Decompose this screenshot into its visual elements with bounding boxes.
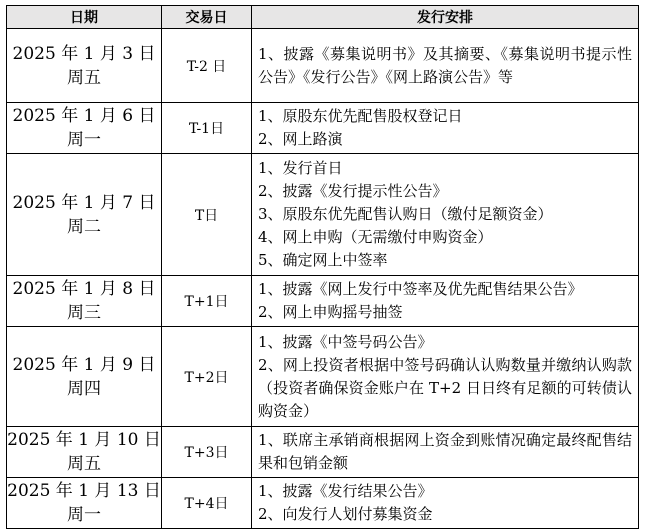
header-date: 日期	[7, 6, 162, 29]
table-row	[7, 276, 639, 327]
date-text: 2025 年 1 月 10 日	[7, 430, 161, 450]
schedule-item: 2、网上投资者根据中签号码确认认购数量并缴纳认购款（投资者确保资金账户在 T+2 日日终有足额的可转债认购资金）	[258, 355, 632, 420]
date-text: 2025 年 1 月 9 日	[12, 354, 156, 375]
date-cell	[7, 276, 162, 327]
schedule-item: 4、网上申购（无需缴付申购资金）	[258, 228, 493, 246]
date-cell	[7, 478, 162, 529]
date-text: 2025 年 1 月 3 日	[12, 43, 156, 64]
schedule-cell	[252, 103, 639, 154]
schedule-item: 2、向发行人划付募集资金	[258, 505, 433, 523]
date-text: 2025 年 1 月 13 日	[7, 481, 161, 501]
schedule-item: 1、披露《网上发行中签率及优先配售结果公告》	[258, 280, 583, 298]
date-cell	[7, 103, 162, 154]
weekday-text: 周五	[67, 454, 101, 474]
trading-day-cell: T+3日	[162, 427, 252, 478]
header-trading-day: 交易日	[162, 6, 252, 29]
table-row	[7, 478, 639, 529]
table-row	[7, 29, 639, 103]
trading-day-cell: T-2 日	[162, 29, 252, 103]
schedule-item: 3、原股东优先配售认购日（缴付足额资金）	[258, 205, 553, 223]
schedule-item: 2、网上申购摇号抽签	[258, 303, 403, 321]
date-cell	[7, 427, 162, 478]
schedule-item: 2、网上路演	[258, 130, 343, 148]
schedule-item: 2、披露《发行提示性公告》	[258, 182, 448, 200]
trading-day-cell: T日	[162, 154, 252, 276]
table-row	[7, 427, 639, 478]
schedule-item: 1、披露《中签号码公告》	[258, 332, 433, 351]
table-row	[7, 154, 639, 276]
schedule-cell	[252, 478, 639, 529]
schedule-cell	[252, 154, 639, 276]
weekday-text: 周一	[67, 505, 101, 525]
date-cell	[7, 29, 162, 103]
schedule-item: 1、联席主承销商根据网上资金到账情况确定最终配售结果和包销金额	[258, 431, 632, 472]
weekday-text: 周五	[67, 67, 101, 88]
date-text: 2025 年 1 月 7 日	[12, 192, 156, 213]
trading-day-cell: T+4日	[162, 478, 252, 529]
schedule-cell	[252, 327, 639, 427]
schedule-item: 5、确定网上中签率	[258, 251, 388, 269]
schedule-cell	[252, 427, 639, 478]
schedule-cell	[252, 276, 639, 327]
issuance-schedule-table	[6, 5, 639, 529]
date-text: 2025 年 1 月 8 日	[12, 279, 156, 299]
weekday-text: 周二	[67, 216, 101, 237]
date-cell	[7, 327, 162, 427]
table-row	[7, 103, 639, 154]
trading-day-cell: T-1日	[162, 103, 252, 154]
date-cell	[7, 154, 162, 276]
weekday-text: 周四	[67, 378, 101, 399]
trading-day-cell: T+1日	[162, 276, 252, 327]
weekday-text: 周一	[67, 130, 101, 150]
date-text: 2025 年 1 月 6 日	[12, 106, 156, 126]
schedule-item: 1、披露《募集说明书》及其摘要、《募集说明书提示性公告》《发行公告》《网上路演公告》等	[258, 44, 632, 86]
weekday-text: 周三	[67, 303, 101, 323]
table-row	[7, 327, 639, 427]
header-schedule: 发行安排	[252, 6, 639, 29]
trading-day-cell: T+2日	[162, 327, 252, 427]
schedule-cell	[252, 29, 639, 103]
table-header-row	[7, 6, 639, 29]
schedule-item: 1、披露《发行结果公告》	[258, 482, 433, 500]
schedule-item: 1、原股东优先配售股权登记日	[258, 107, 463, 125]
schedule-item: 1、发行首日	[258, 159, 343, 177]
